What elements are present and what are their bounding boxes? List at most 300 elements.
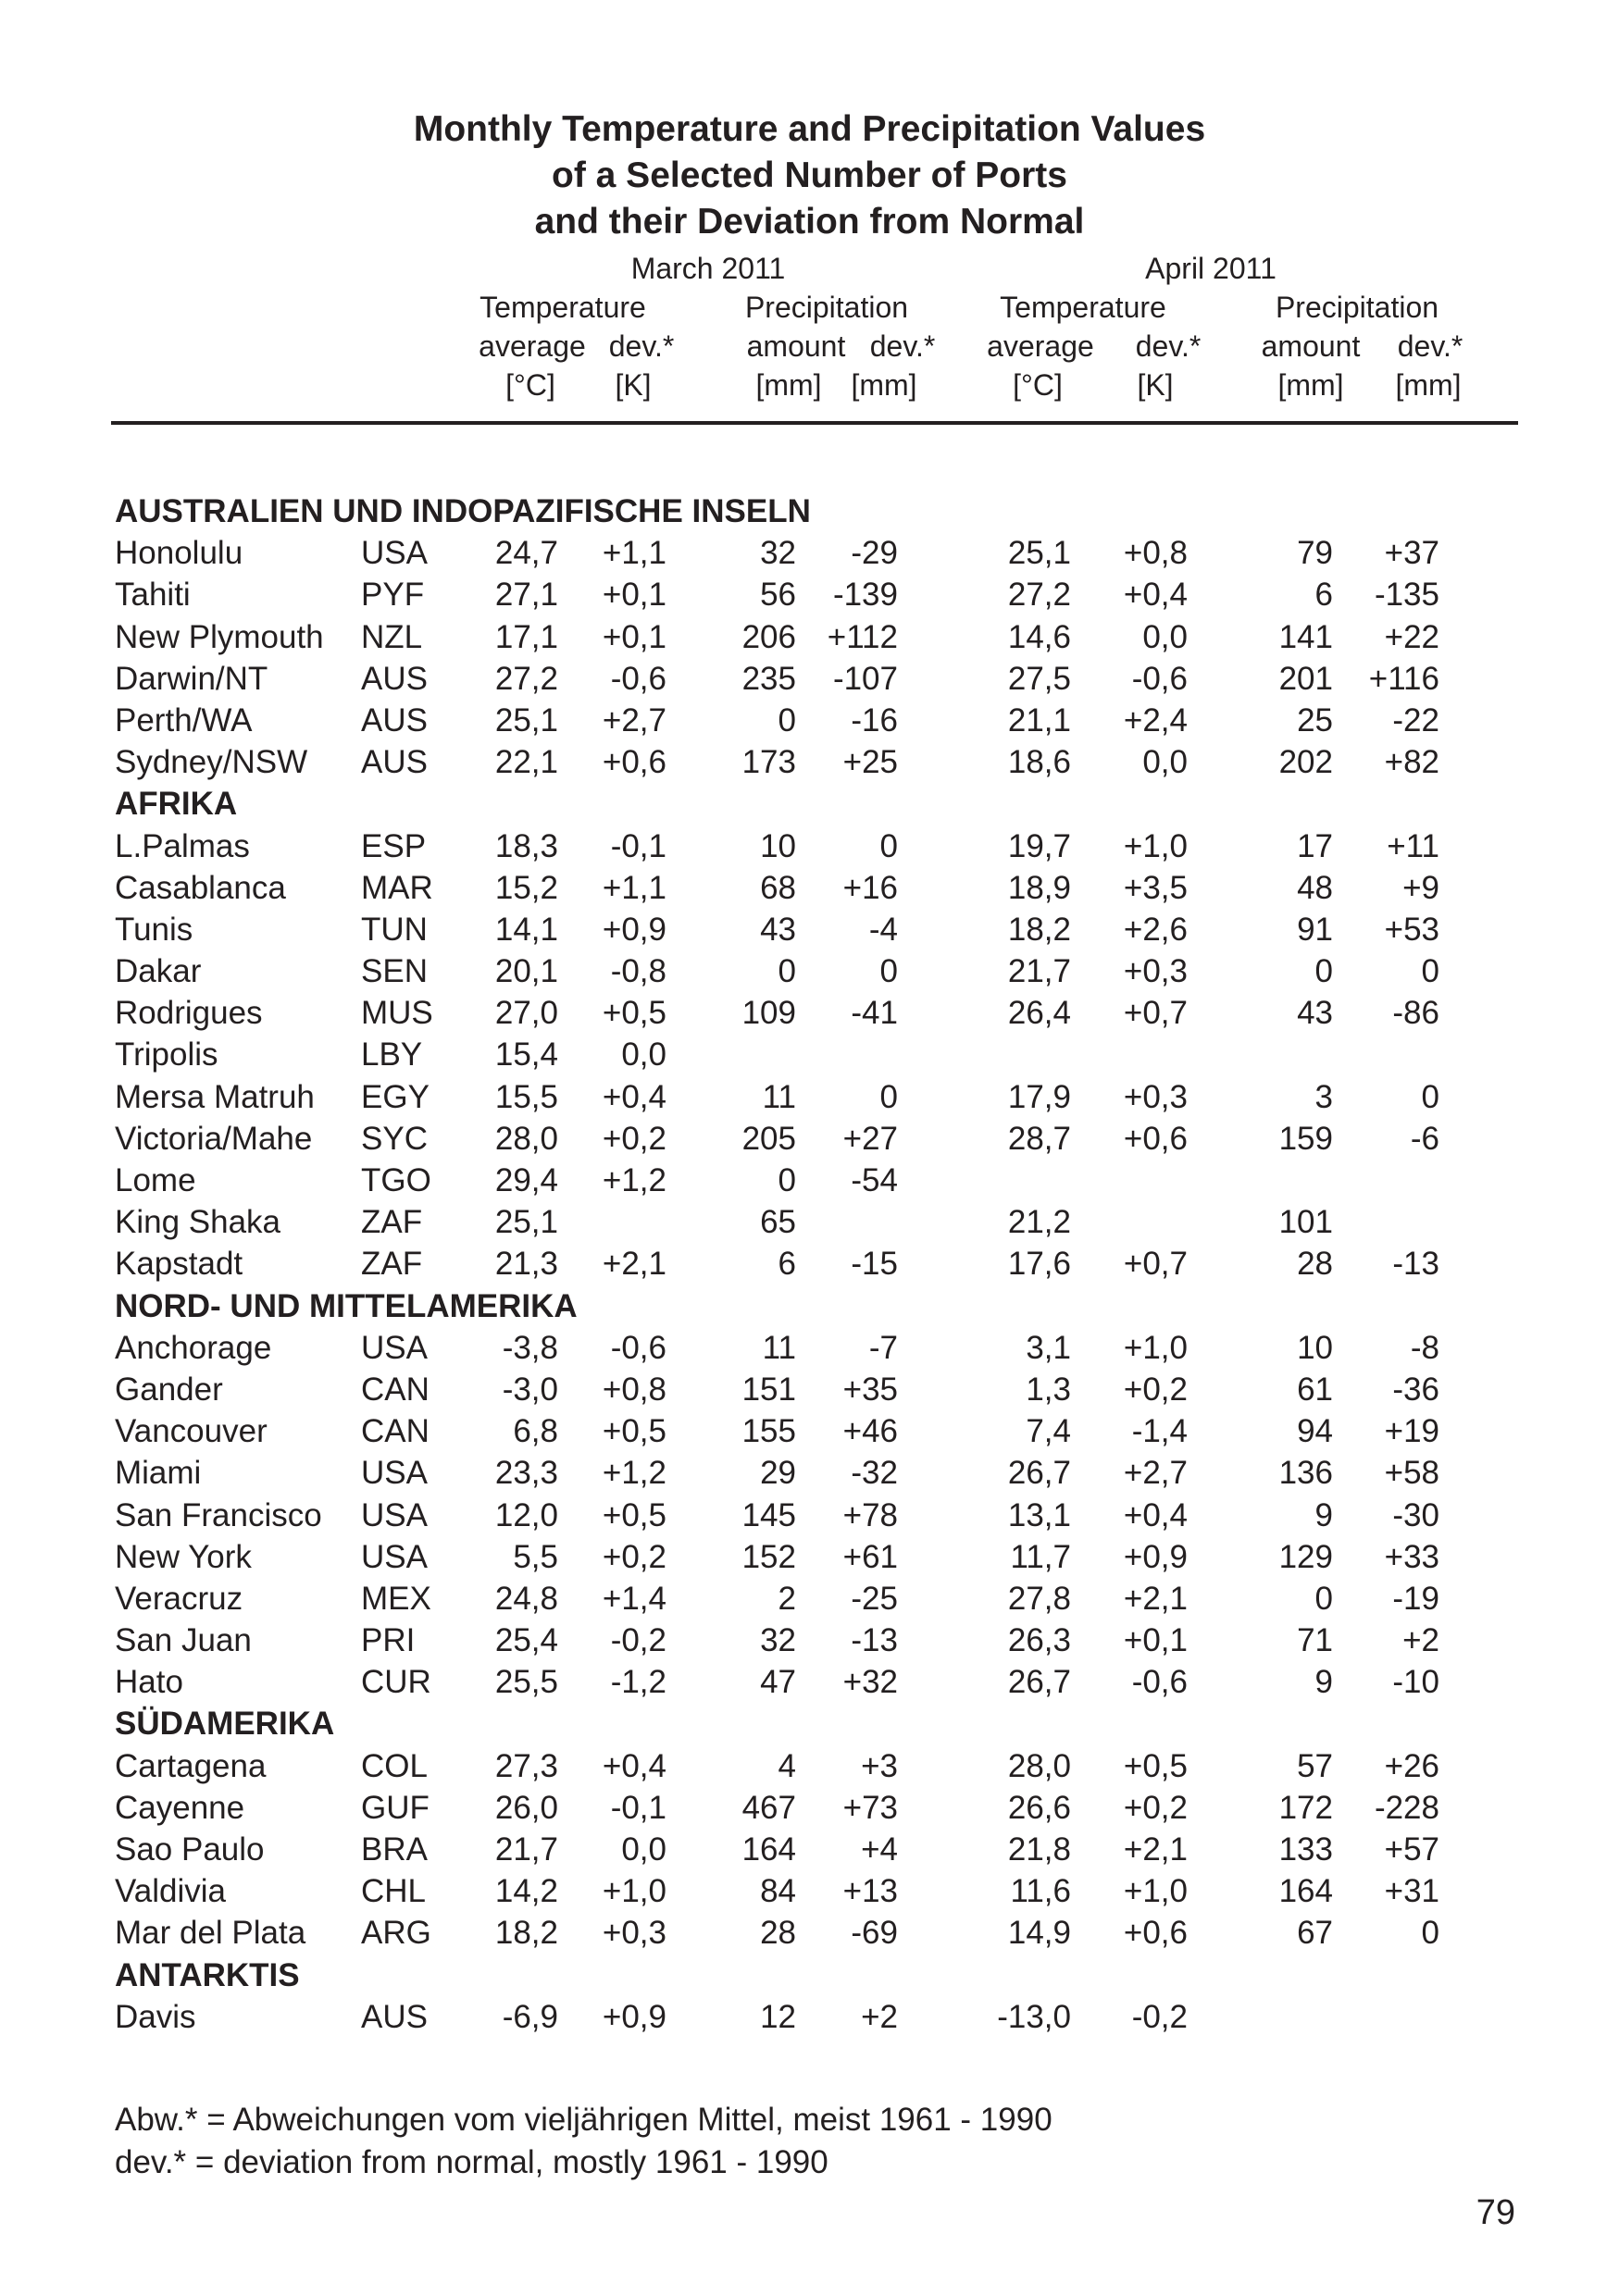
value-mar-prec-amount: 29 <box>760 1455 796 1492</box>
value-mar-temp-avg: 29,4 <box>494 1162 558 1198</box>
header-unit-mm-amount-april: [mm] <box>1277 368 1344 402</box>
station-name: Dakar <box>115 953 202 990</box>
header-average-april: average <box>987 329 1094 363</box>
value-mar-prec-dev: -29 <box>851 535 898 572</box>
header-amount-march: amount <box>746 329 846 363</box>
value-mar-temp-dev: +0,5 <box>602 1496 666 1533</box>
value-mar-prec-amount: 0 <box>778 953 796 990</box>
value-mar-prec-dev: +4 <box>861 1831 898 1868</box>
table-row <box>0 1996 1619 2038</box>
value-mar-temp-dev: +0,9 <box>602 1998 666 2035</box>
region-label: SÜDAMERIKA <box>115 1706 335 1743</box>
value-mar-prec-amount: 467 <box>741 1789 796 1826</box>
value-apr-temp-dev: +1,0 <box>1123 827 1188 864</box>
value-mar-prec-amount: 2 <box>778 1580 796 1617</box>
value-mar-prec-dev: -4 <box>868 911 898 948</box>
value-apr-prec-amount: 25 <box>1297 701 1333 738</box>
value-mar-temp-dev: +1,0 <box>602 1873 666 1910</box>
station-name: Tahiti <box>115 577 191 614</box>
value-apr-temp-dev: +2,1 <box>1123 1831 1188 1868</box>
value-apr-prec-dev: +57 <box>1384 1831 1439 1868</box>
country-code: CHL <box>361 1873 427 1910</box>
table-row <box>0 616 1619 658</box>
value-mar-prec-dev: +3 <box>861 1747 898 1784</box>
value-apr-prec-amount: 172 <box>1278 1789 1333 1826</box>
value-mar-prec-dev: -13 <box>851 1622 898 1659</box>
footnote-line-de: Abw.* = Abweichungen vom vieljährigen Mittel, meist 1961 - 1990 <box>115 2102 1052 2138</box>
value-apr-temp-dev: +0,4 <box>1123 577 1188 614</box>
value-apr-temp-avg: 27,2 <box>1007 577 1071 614</box>
value-apr-prec-amount: 71 <box>1297 1622 1333 1659</box>
value-apr-temp-dev: -0,2 <box>1131 1998 1188 2035</box>
value-apr-prec-amount: 3 <box>1314 1078 1333 1115</box>
footnote-line-en: dev.* = deviation from normal, mostly 1961 - 1990 <box>115 2144 828 2180</box>
value-mar-temp-dev: +1,1 <box>602 869 666 906</box>
value-apr-temp-dev: +0,3 <box>1123 953 1188 990</box>
station-name: Anchorage <box>115 1329 272 1366</box>
country-code: CAN <box>361 1413 430 1450</box>
value-apr-prec-dev: -6 <box>1410 1120 1439 1157</box>
station-name: Lome <box>115 1162 196 1198</box>
value-apr-temp-dev: +0,1 <box>1123 1622 1188 1659</box>
table-row <box>0 1327 1619 1369</box>
value-apr-prec-amount: 136 <box>1278 1455 1333 1492</box>
country-code: COL <box>361 1747 428 1784</box>
header-unit-c-april: [°C] <box>1013 368 1063 402</box>
table-row <box>0 909 1619 950</box>
value-apr-prec-amount: 6 <box>1314 577 1333 614</box>
table-row <box>0 1034 1619 1075</box>
value-mar-temp-avg: 22,1 <box>494 744 558 781</box>
value-mar-temp-dev: -0,6 <box>610 660 666 697</box>
value-apr-temp-avg: 25,1 <box>1007 535 1071 572</box>
value-apr-prec-dev: -22 <box>1392 701 1439 738</box>
region-label: ANTARKTIS <box>115 1956 300 1993</box>
value-mar-temp-avg: 28,0 <box>494 1120 558 1157</box>
station-name: Veracruz <box>115 1580 243 1617</box>
value-apr-prec-amount: 0 <box>1314 953 1333 990</box>
value-mar-temp-avg: 23,3 <box>494 1455 558 1492</box>
value-mar-temp-dev: +0,9 <box>602 911 666 948</box>
station-name: Valdivia <box>115 1873 226 1910</box>
value-apr-temp-avg: 18,9 <box>1007 869 1071 906</box>
value-apr-prec-dev: +11 <box>1387 827 1439 864</box>
value-apr-temp-dev: +0,9 <box>1123 1538 1188 1575</box>
value-apr-prec-amount: 17 <box>1297 827 1333 864</box>
value-apr-temp-dev: +0,6 <box>1123 1915 1188 1952</box>
value-mar-temp-avg: 20,1 <box>494 953 558 990</box>
station-name: L.Palmas <box>115 827 250 864</box>
station-name: Mersa Matruh <box>115 1078 315 1115</box>
header-dev-prec-april: dev.* <box>1397 329 1463 363</box>
value-apr-prec-amount: 28 <box>1297 1246 1333 1283</box>
value-apr-prec-dev: +19 <box>1384 1413 1439 1450</box>
value-apr-prec-amount: 9 <box>1314 1664 1333 1701</box>
header-unit-mm-amount-march: [mm] <box>755 368 822 402</box>
value-apr-temp-avg: 3,1 <box>1026 1329 1071 1366</box>
value-apr-prec-dev: +2 <box>1402 1622 1439 1659</box>
value-mar-temp-avg: 14,2 <box>494 1873 558 1910</box>
value-mar-prec-amount: 145 <box>741 1496 796 1533</box>
value-apr-prec-amount: 0 <box>1314 1580 1333 1617</box>
region-heading <box>0 490 1619 532</box>
table-row <box>0 574 1619 615</box>
value-mar-prec-amount: 0 <box>778 701 796 738</box>
value-apr-temp-avg: 26,6 <box>1007 1789 1071 1826</box>
value-apr-temp-avg: 18,6 <box>1007 744 1071 781</box>
station-name: Hato <box>115 1664 183 1701</box>
value-apr-temp-avg: 27,8 <box>1007 1580 1071 1617</box>
value-mar-temp-avg: 17,1 <box>494 618 558 655</box>
value-mar-temp-avg: 25,1 <box>494 1204 558 1241</box>
header-temperature-april: Temperature <box>1000 291 1166 324</box>
table-row <box>0 1536 1619 1578</box>
value-apr-prec-amount: 133 <box>1278 1831 1333 1868</box>
station-name: Tripolis <box>115 1036 218 1074</box>
value-mar-temp-avg: 6,8 <box>513 1413 558 1450</box>
table-row <box>0 658 1619 700</box>
country-code: MUS <box>361 995 433 1032</box>
station-name: Perth/WA <box>115 701 253 738</box>
value-mar-temp-dev: +0,6 <box>602 744 666 781</box>
station-name: Sydney/NSW <box>115 744 308 781</box>
table-row <box>0 532 1619 574</box>
value-apr-prec-amount: 91 <box>1297 911 1333 948</box>
value-apr-temp-dev: +0,7 <box>1123 995 1188 1032</box>
country-code: ESP <box>361 827 427 864</box>
page-title <box>0 106 1619 245</box>
country-code: GUF <box>361 1789 430 1826</box>
value-mar-temp-dev: 0,0 <box>621 1036 666 1074</box>
table-row <box>0 700 1619 741</box>
value-mar-temp-dev: +0,2 <box>602 1538 666 1575</box>
header-dev-temp-april: dev.* <box>1135 329 1202 363</box>
station-name: Cayenne <box>115 1789 245 1826</box>
value-apr-prec-amount: 159 <box>1278 1120 1333 1157</box>
value-apr-prec-dev: 0 <box>1421 1078 1439 1115</box>
table-row <box>0 1661 1619 1703</box>
value-apr-prec-dev: -8 <box>1410 1329 1439 1366</box>
value-apr-temp-avg: 21,1 <box>1007 701 1071 738</box>
region-heading <box>0 1703 1619 1744</box>
region-heading <box>0 783 1619 825</box>
station-name: Davis <box>115 1998 196 2035</box>
value-mar-temp-avg: 26,0 <box>494 1789 558 1826</box>
value-mar-prec-amount: 152 <box>741 1538 796 1575</box>
value-apr-temp-avg: 26,7 <box>1007 1455 1071 1492</box>
header-rule <box>111 421 1518 425</box>
value-apr-prec-amount: 94 <box>1297 1413 1333 1450</box>
value-apr-temp-dev: +2,1 <box>1123 1580 1188 1617</box>
table-row <box>0 1076 1619 1118</box>
title-line-3: and their Deviation from Normal <box>534 202 1085 242</box>
value-mar-prec-amount: 12 <box>760 1998 796 2035</box>
value-apr-prec-amount: 9 <box>1314 1496 1333 1533</box>
value-mar-prec-dev: +35 <box>842 1371 898 1408</box>
country-code: USA <box>361 535 428 572</box>
value-mar-prec-amount: 205 <box>741 1120 796 1157</box>
value-apr-temp-avg: 27,5 <box>1007 660 1071 697</box>
value-apr-temp-dev: +2,6 <box>1123 911 1188 948</box>
country-code: TUN <box>361 911 428 948</box>
station-name: Sao Paulo <box>115 1831 265 1868</box>
value-apr-prec-dev: +31 <box>1384 1873 1439 1910</box>
value-apr-prec-dev: +22 <box>1384 618 1439 655</box>
value-apr-prec-dev: +33 <box>1384 1538 1439 1575</box>
value-apr-temp-avg: 11,7 <box>1010 1538 1071 1575</box>
value-apr-prec-amount: 202 <box>1278 744 1333 781</box>
value-mar-temp-dev: -0,1 <box>610 827 666 864</box>
value-mar-temp-dev: +0,4 <box>602 1078 666 1115</box>
value-mar-prec-dev: 0 <box>879 953 898 990</box>
station-name: Honolulu <box>115 535 243 572</box>
table-row <box>0 992 1619 1034</box>
value-mar-temp-dev: +0,1 <box>602 577 666 614</box>
value-mar-prec-amount: 109 <box>741 995 796 1032</box>
value-mar-prec-dev: -69 <box>851 1915 898 1952</box>
value-apr-prec-amount: 129 <box>1278 1538 1333 1575</box>
value-mar-prec-amount: 0 <box>778 1162 796 1198</box>
value-mar-prec-amount: 155 <box>741 1413 796 1450</box>
header-temperature-march: Temperature <box>479 291 646 324</box>
table-row <box>0 1201 1619 1243</box>
value-mar-temp-dev: -0,2 <box>610 1622 666 1659</box>
header-unit-mm-dev-april: [mm] <box>1395 368 1462 402</box>
value-mar-temp-dev: +0,5 <box>602 1413 666 1450</box>
value-mar-temp-avg: -3,8 <box>502 1329 558 1366</box>
country-code: USA <box>361 1455 428 1492</box>
value-mar-prec-amount: 84 <box>760 1873 796 1910</box>
station-name: Mar del Plata <box>115 1915 306 1952</box>
value-mar-temp-avg: 27,1 <box>494 577 558 614</box>
value-apr-temp-avg: -13,0 <box>997 1998 1071 2035</box>
value-mar-prec-dev: +25 <box>842 744 898 781</box>
value-mar-temp-avg: 25,5 <box>494 1664 558 1701</box>
value-apr-prec-amount: 67 <box>1297 1915 1333 1952</box>
value-apr-prec-amount: 164 <box>1278 1873 1333 1910</box>
station-name: Kapstadt <box>115 1246 243 1283</box>
country-code: MEX <box>361 1580 431 1617</box>
value-mar-prec-dev: +13 <box>842 1873 898 1910</box>
station-name: Vancouver <box>115 1413 268 1450</box>
value-mar-prec-amount: 4 <box>778 1747 796 1784</box>
value-apr-prec-amount: 141 <box>1278 618 1333 655</box>
data-table <box>0 490 1619 2038</box>
value-mar-temp-avg: 15,4 <box>494 1036 558 1074</box>
value-apr-temp-avg: 21,8 <box>1007 1831 1071 1868</box>
value-apr-prec-dev: -10 <box>1392 1664 1439 1701</box>
region-label: NORD- UND MITTELAMERIKA <box>115 1287 578 1324</box>
value-mar-temp-dev: +1,1 <box>602 535 666 572</box>
value-apr-prec-dev: +53 <box>1384 911 1439 948</box>
table-row <box>0 1912 1619 1954</box>
value-apr-prec-dev: +58 <box>1384 1455 1439 1492</box>
value-mar-prec-amount: 32 <box>760 535 796 572</box>
value-apr-temp-dev: +0,8 <box>1123 535 1188 572</box>
value-apr-prec-dev: 0 <box>1421 953 1439 990</box>
value-apr-prec-dev: +116 <box>1368 660 1439 697</box>
value-apr-temp-dev: +0,3 <box>1123 1078 1188 1115</box>
country-code: LBY <box>361 1036 423 1074</box>
value-mar-temp-avg: 24,7 <box>494 535 558 572</box>
value-apr-prec-amount: 57 <box>1297 1747 1333 1784</box>
table-row <box>0 741 1619 783</box>
value-mar-prec-amount: 235 <box>741 660 796 697</box>
station-name: San Francisco <box>115 1496 322 1533</box>
footnote <box>115 2099 1052 2184</box>
value-mar-temp-avg: 5,5 <box>513 1538 558 1575</box>
value-apr-temp-avg: 17,6 <box>1007 1246 1071 1283</box>
value-apr-temp-avg: 26,4 <box>1007 995 1071 1032</box>
value-apr-prec-dev: +82 <box>1384 744 1439 781</box>
value-mar-prec-amount: 32 <box>760 1622 796 1659</box>
value-mar-prec-dev: -139 <box>832 577 898 614</box>
region-heading <box>0 1955 1619 1996</box>
value-mar-prec-dev: -7 <box>868 1329 898 1366</box>
table-row <box>0 1495 1619 1536</box>
value-apr-prec-dev: +26 <box>1384 1747 1439 1784</box>
value-apr-prec-dev: +9 <box>1402 869 1439 906</box>
title-line-1: Monthly Temperature and Precipitation Values <box>413 109 1206 149</box>
station-name: Casablanca <box>115 869 286 906</box>
table-row <box>0 1452 1619 1494</box>
value-mar-prec-amount: 65 <box>760 1204 796 1241</box>
header-unit-mm-dev-march: [mm] <box>851 368 917 402</box>
value-mar-temp-dev: +1,2 <box>602 1162 666 1198</box>
value-mar-prec-amount: 11 <box>762 1078 796 1115</box>
station-name: Cartagena <box>115 1747 267 1784</box>
table-row <box>0 1369 1619 1410</box>
table-row <box>0 1745 1619 1787</box>
value-apr-prec-amount: 43 <box>1297 995 1333 1032</box>
value-mar-prec-amount: 173 <box>741 744 796 781</box>
value-apr-temp-avg: 21,7 <box>1007 953 1071 990</box>
value-mar-temp-avg: 21,3 <box>494 1246 558 1283</box>
country-code: BRA <box>361 1831 428 1868</box>
value-mar-temp-dev: 0,0 <box>621 1831 666 1868</box>
value-apr-temp-avg: 14,6 <box>1007 618 1071 655</box>
value-apr-temp-dev: 0,0 <box>1142 618 1188 655</box>
table-row <box>0 1787 1619 1829</box>
value-apr-temp-dev: +0,2 <box>1123 1789 1188 1826</box>
value-mar-prec-amount: 43 <box>760 911 796 948</box>
station-name: New York <box>115 1538 252 1575</box>
value-mar-prec-dev: -107 <box>832 660 898 697</box>
value-apr-temp-avg: 1,3 <box>1026 1371 1071 1408</box>
header-precipitation-april: Precipitation <box>1275 291 1439 324</box>
value-mar-prec-dev: +78 <box>842 1496 898 1533</box>
value-mar-prec-dev: -15 <box>851 1246 898 1283</box>
value-mar-temp-dev: +2,1 <box>602 1246 666 1283</box>
value-mar-temp-avg: 24,8 <box>494 1580 558 1617</box>
value-apr-temp-dev: -1,4 <box>1131 1413 1188 1450</box>
header-amount-april: amount <box>1261 329 1361 363</box>
value-mar-prec-dev: -25 <box>851 1580 898 1617</box>
station-name: Rodrigues <box>115 995 263 1032</box>
value-mar-prec-dev: -16 <box>851 701 898 738</box>
value-mar-prec-dev: +73 <box>842 1789 898 1826</box>
value-mar-prec-amount: 206 <box>741 618 796 655</box>
region-heading <box>0 1285 1619 1327</box>
value-apr-prec-amount: 201 <box>1278 660 1333 697</box>
value-mar-prec-dev: +2 <box>861 1998 898 2035</box>
header-month-march: March 2011 <box>630 252 786 285</box>
value-apr-temp-dev: +1,0 <box>1123 1329 1188 1366</box>
value-mar-prec-amount: 10 <box>760 827 796 864</box>
value-mar-temp-dev: -0,1 <box>610 1789 666 1826</box>
country-code: USA <box>361 1496 428 1533</box>
station-name: Darwin/NT <box>115 660 268 697</box>
country-code: PYF <box>361 577 425 614</box>
value-apr-temp-avg: 18,2 <box>1007 911 1071 948</box>
header-dev-prec-march: dev.* <box>869 329 936 363</box>
value-apr-prec-amount: 79 <box>1297 535 1333 572</box>
value-mar-temp-dev: +2,7 <box>602 701 666 738</box>
table-row <box>0 825 1619 867</box>
table-row <box>0 1410 1619 1452</box>
value-mar-temp-dev: +0,2 <box>602 1120 666 1157</box>
value-apr-temp-dev: -0,6 <box>1131 660 1188 697</box>
value-mar-prec-amount: 164 <box>741 1831 796 1868</box>
value-mar-temp-avg: 21,7 <box>494 1831 558 1868</box>
station-name: King Shaka <box>115 1204 281 1241</box>
country-code: USA <box>361 1329 428 1366</box>
value-apr-prec-dev: -30 <box>1392 1496 1439 1533</box>
value-apr-prec-amount: 101 <box>1278 1204 1333 1241</box>
value-mar-prec-dev: +16 <box>842 869 898 906</box>
value-apr-prec-dev: -86 <box>1392 995 1439 1032</box>
country-code: AUS <box>361 660 428 697</box>
country-code: ARG <box>361 1915 431 1952</box>
value-mar-temp-avg: 27,2 <box>494 660 558 697</box>
table-row <box>0 1870 1619 1912</box>
station-name: New Plymouth <box>115 618 324 655</box>
value-mar-prec-amount: 47 <box>760 1664 796 1701</box>
value-mar-temp-avg: 18,2 <box>494 1915 558 1952</box>
country-code: SYC <box>361 1120 428 1157</box>
value-mar-temp-dev: -1,2 <box>610 1664 666 1701</box>
value-apr-temp-avg: 17,9 <box>1007 1078 1071 1115</box>
value-mar-prec-amount: 56 <box>760 577 796 614</box>
country-code: EGY <box>361 1078 430 1115</box>
value-mar-prec-dev: -41 <box>851 995 898 1032</box>
value-mar-temp-dev: +0,8 <box>602 1371 666 1408</box>
region-label: AUSTRALIEN UND INDOPAZIFISCHE INSELN <box>115 493 811 529</box>
country-code: SEN <box>361 953 428 990</box>
value-apr-prec-dev: -135 <box>1374 577 1439 614</box>
value-apr-temp-avg: 28,0 <box>1007 1747 1071 1784</box>
value-mar-temp-dev: +0,3 <box>602 1915 666 1952</box>
value-mar-temp-dev: -0,8 <box>610 953 666 990</box>
header-unit-k-april: [K] <box>1137 368 1174 402</box>
value-apr-prec-amount: 48 <box>1297 869 1333 906</box>
value-mar-temp-dev: +1,2 <box>602 1455 666 1492</box>
value-apr-temp-avg: 14,9 <box>1007 1915 1071 1952</box>
value-apr-prec-dev: -13 <box>1392 1246 1439 1283</box>
station-name: Tunis <box>115 911 193 948</box>
value-apr-prec-dev: +37 <box>1384 535 1439 572</box>
country-code: USA <box>361 1538 428 1575</box>
station-name: San Juan <box>115 1622 252 1659</box>
value-apr-temp-dev: +0,6 <box>1123 1120 1188 1157</box>
value-apr-temp-avg: 26,3 <box>1007 1622 1071 1659</box>
value-mar-temp-avg: -3,0 <box>502 1371 558 1408</box>
value-mar-temp-avg: 18,3 <box>494 827 558 864</box>
value-apr-temp-dev: -0,6 <box>1131 1664 1188 1701</box>
value-mar-prec-amount: 28 <box>760 1915 796 1952</box>
value-mar-prec-amount: 68 <box>760 869 796 906</box>
country-code: AUS <box>361 744 428 781</box>
